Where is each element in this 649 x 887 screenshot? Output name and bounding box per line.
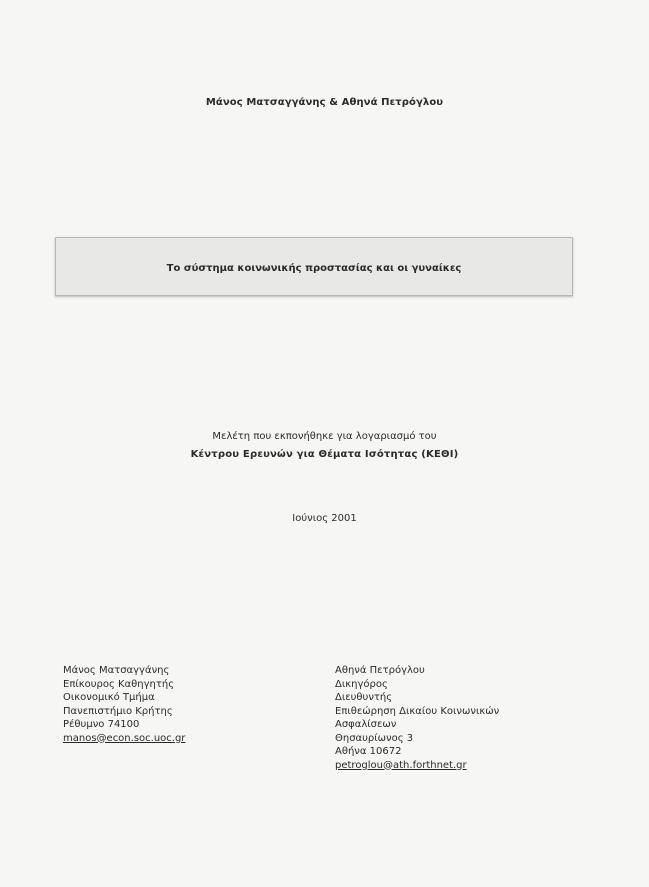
- study-commission-line: Μελέτη που εκπονήθηκε για λογαριασμό του: [212, 431, 437, 442]
- contact-street: Θησαυρίωνος 3: [335, 732, 414, 744]
- contact-role: Διευθυντής: [335, 692, 393, 703]
- document-title: Το σύστημα κοινωνικής προστασίας και οι γυναίκες: [166, 263, 462, 274]
- contact-university: Πανεπιστήμιο Κρήτης: [63, 705, 173, 717]
- contact-name: Μάνος Ματσαγγάνης: [63, 665, 170, 676]
- contact-block-left: [63, 664, 293, 745]
- contact-block-right: [335, 664, 568, 772]
- publication-word: Κοινωνικών: [440, 705, 500, 717]
- contact-email-link[interactable]: petroglou@ath.forthnet.gr: [335, 759, 467, 771]
- contact-publication-continued: Ασφαλίσεων: [335, 719, 397, 730]
- publication-word: Δικαίου: [399, 705, 438, 717]
- title-box: [55, 237, 573, 296]
- contact-publication: [335, 705, 568, 719]
- contact-city: Αθήνα 10672: [335, 746, 402, 757]
- contact-email-link[interactable]: manos@econ.soc.uoc.gr: [63, 732, 186, 744]
- contact-department: Οικονομικό Τμήμα: [63, 692, 155, 703]
- contact-name: Αθηνά Πετρόγλου: [335, 665, 425, 676]
- research-center-name: Κέντρου Ερευνών για Θέματα Ισότητας (ΚΕΘΙ): [190, 449, 459, 460]
- contact-city: Ρέθυμνο 74100: [63, 719, 140, 730]
- publication-word: Επιθεώρηση: [335, 705, 396, 717]
- contact-position: Επίκουρος Καθηγητής: [63, 678, 175, 690]
- contact-profession: Δικηγόρος: [335, 678, 388, 690]
- authors-line: Μάνος Ματσαγγάνης & Αθηνά Πετρόγλου: [205, 97, 444, 108]
- publication-date: Ιούνιος 2001: [292, 513, 357, 524]
